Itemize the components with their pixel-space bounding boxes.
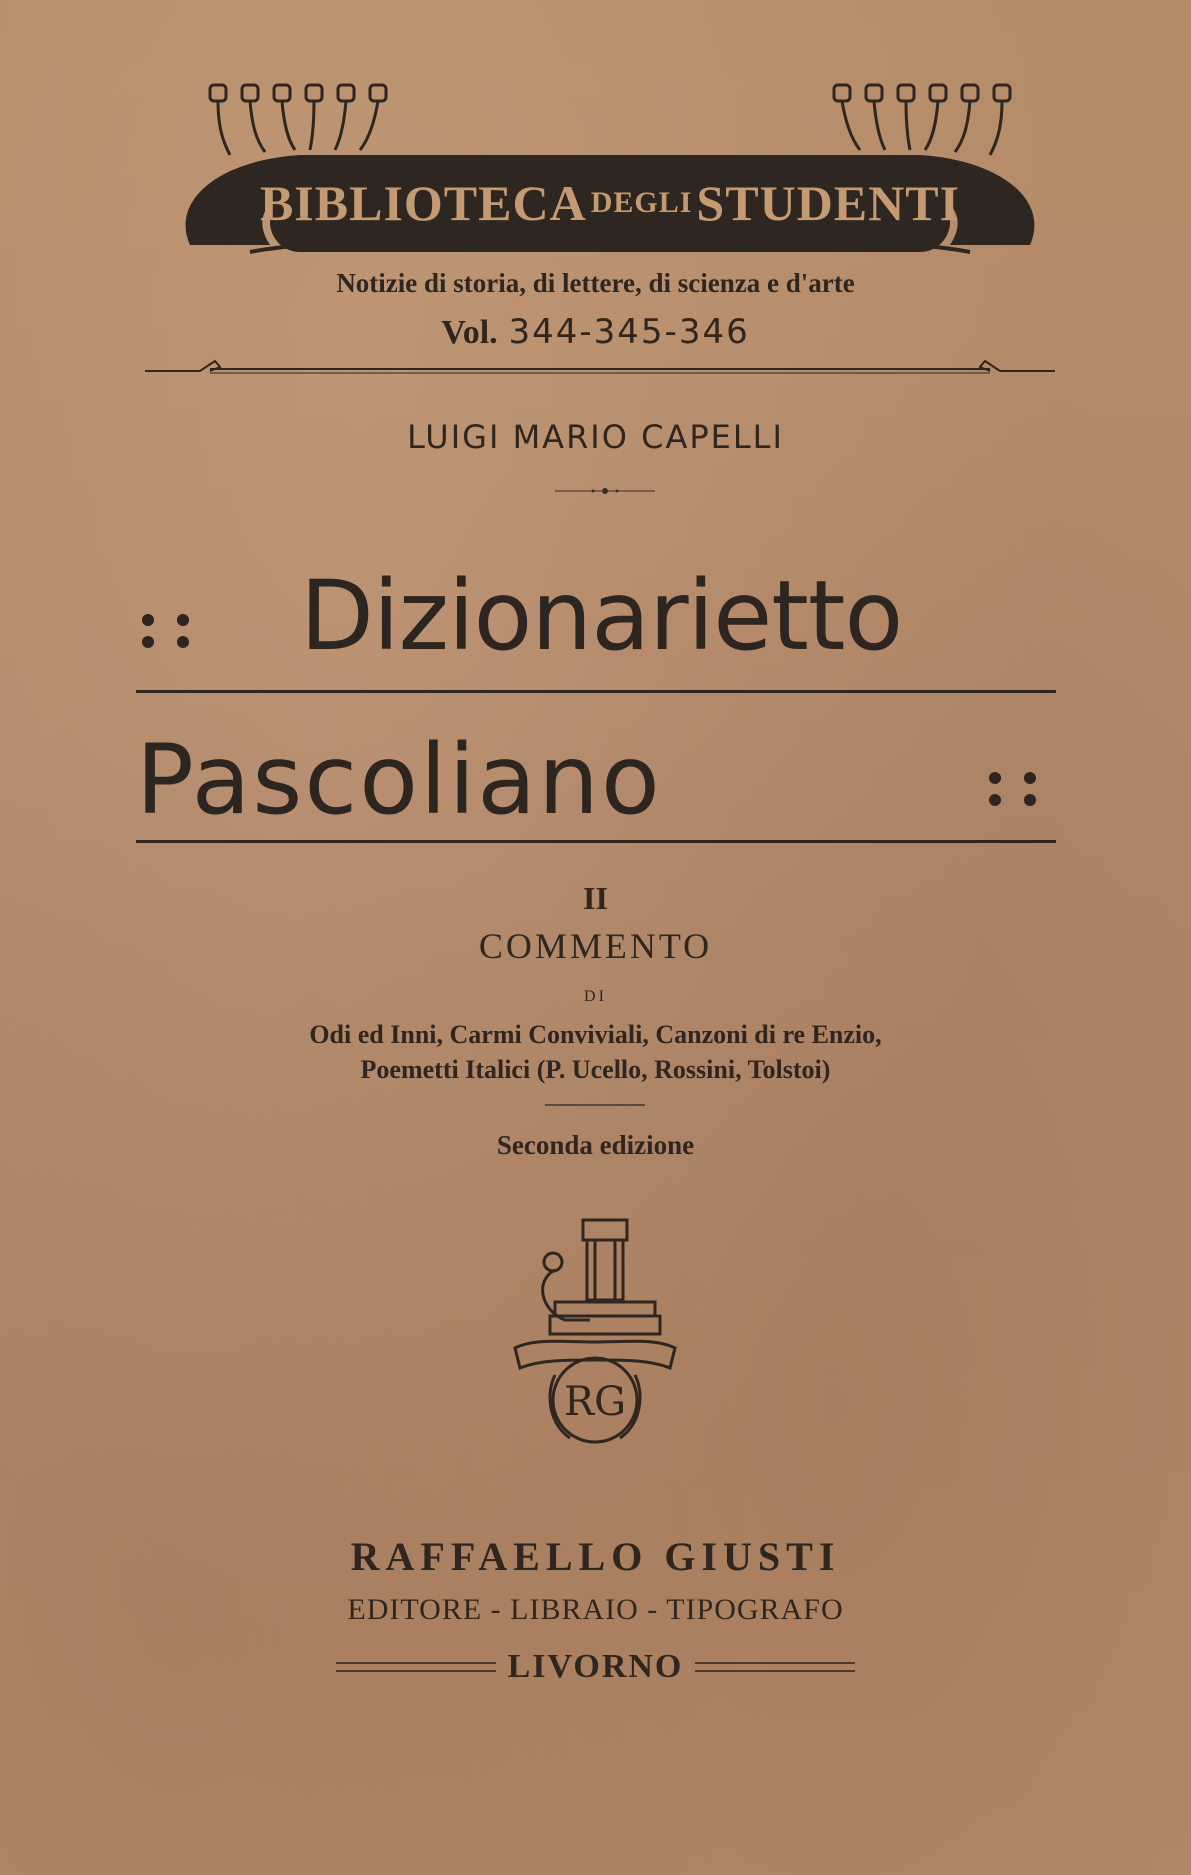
series-banner <box>160 80 1060 260</box>
title-dots-right <box>985 770 1045 810</box>
works-line-1: Odi ed Inni, Carmi Conviviali, Canzoni di re Enzio, <box>309 1020 882 1049</box>
edition: Seconda edizione <box>496 1130 695 1160</box>
publisher-name: RAFFAELLO GIUSTI <box>350 1534 841 1579</box>
separator <box>545 1104 645 1106</box>
title-line1: Dizionarietto <box>300 560 903 672</box>
author-name: LUIGI MARIO CAPELLI <box>407 418 784 456</box>
series-subtitle: Notizie di storia, di lettere, di scienza e d'arte <box>336 268 855 298</box>
series-name-part2: DEGLI <box>590 186 693 219</box>
left-flower-row <box>210 85 386 155</box>
publisher-trades: EDITORE - LIBRAIO - TIPOGRAFO <box>347 1593 844 1626</box>
series-name-part1: BIBLIOTECA <box>259 175 587 231</box>
small-ornament <box>555 486 655 496</box>
double-rule-right <box>695 1662 855 1672</box>
content-connector: DI <box>584 988 607 1005</box>
right-flower-row <box>834 85 1010 155</box>
publisher-city-line <box>0 1648 1191 1686</box>
title-rule-2 <box>136 840 1056 843</box>
publisher-mark <box>495 1210 695 1460</box>
printing-press-icon <box>495 1210 695 1460</box>
title-line2: Pascoliano <box>136 724 662 836</box>
part-number: II <box>583 880 608 916</box>
title-rule-1 <box>136 690 1056 693</box>
volume-line <box>0 312 1191 352</box>
publisher-city: LIVORNO <box>507 1648 684 1685</box>
content-heading: COMMENTO <box>478 926 713 966</box>
title-dots-left <box>138 612 198 652</box>
series-name <box>250 148 970 258</box>
series-name-part3: STUDENTI <box>696 175 961 231</box>
double-rule-left <box>336 1662 496 1672</box>
publisher-initials: RG <box>563 1379 627 1425</box>
volume-label: Vol. <box>441 314 498 351</box>
volume-numbers: 344-345-346 <box>508 312 750 352</box>
decorative-rule <box>140 357 1060 377</box>
works-line-2: Poemetti Italici (P. Ucello, Rossini, Tolstoi) <box>360 1055 831 1084</box>
